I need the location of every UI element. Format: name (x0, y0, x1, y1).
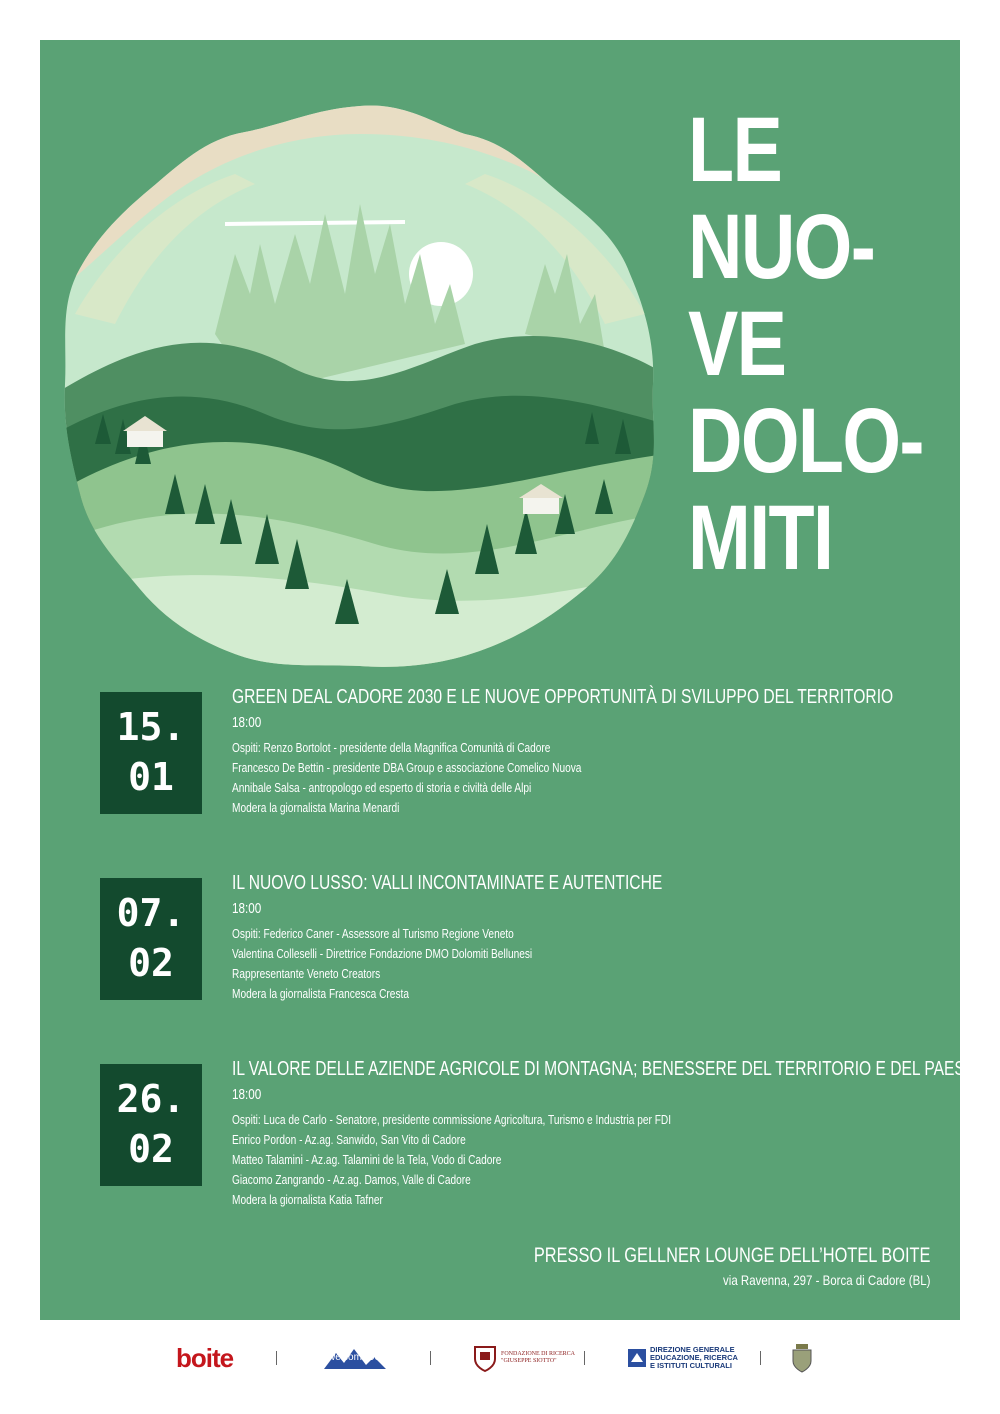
direzione-text-1: DIREZIONE GENERALE (650, 1345, 735, 1354)
event-title: GREEN DEAL CADORE 2030 E LE NUOVE OPPORTUNITÀ DI SVILUPPO DEL TERRITORIO (232, 686, 894, 708)
boite-logo (176, 1336, 233, 1380)
poster (40, 40, 976, 1320)
ministry-emblem-icon (627, 1348, 647, 1368)
event-details (232, 686, 932, 818)
direzione-generale-logo (627, 1336, 738, 1380)
event-date-box (100, 1064, 202, 1186)
event-guest-line: Ospiti: Federico Caner - Assessore al Turismo Regione Veneto (232, 926, 514, 941)
logo-separator (276, 1351, 277, 1365)
event-details (232, 872, 932, 1004)
fondazione-text-1: FONDAZIONE DI RICERCA (501, 1351, 575, 1357)
event-date-day: 07. (116, 891, 186, 935)
event-moderator-line: Modera la giornalista Francesca Cresta (232, 986, 409, 1001)
title-line-4: DOLO- (688, 390, 923, 492)
fondazione-text-2: "GIUSEPPE SIOTTO" (501, 1358, 557, 1364)
dolomites-papercut-illustration (55, 94, 665, 674)
sponsor-logos (0, 1336, 1000, 1386)
logo-separator (584, 1351, 585, 1365)
event-date-box (100, 692, 202, 814)
event-date-day: 26. (116, 1077, 186, 1121)
title-line-5: MITI (688, 487, 833, 589)
event-series-title (688, 99, 923, 589)
event-date-month: 01 (128, 755, 174, 799)
event-title: IL VALORE DELLE AZIENDE AGRICOLE DI MONTAGNA; BENESSERE DEL TERRITORIO E DEL PAESE (232, 1058, 976, 1080)
title-line-2: NUO- (688, 196, 875, 298)
venue-info (422, 1244, 930, 1288)
logo-separator (430, 1351, 431, 1365)
event-guest-line: Francesco De Bettin - presidente DBA Group e associazione Comelico Nuova (232, 760, 582, 775)
event-date-box (100, 878, 202, 1000)
venue-name: PRESSO IL GELLNER LOUNGE DELL’HOTEL BOITE (533, 1244, 930, 1267)
event-title: IL NUOVO LUSSO: VALLI INCONTAMINATE E AUTENTICHE (232, 872, 663, 894)
venue-address: via Ravenna, 297 - Borca di Cadore (BL) (722, 1272, 930, 1288)
fondazione-siotto-logo (472, 1336, 575, 1380)
boite-logo-text: boite (176, 1342, 234, 1373)
direzione-text-3: E ISTITUTI CULTURALI (650, 1361, 732, 1370)
crest-icon (472, 1343, 498, 1373)
title-line-3: VE (688, 293, 786, 395)
event-details (232, 1058, 976, 1210)
municipal-coat-of-arms-icon (790, 1343, 814, 1373)
municipality-crest-logo (790, 1336, 814, 1380)
logo-separator (760, 1351, 761, 1365)
event-guest-line: Enrico Pordon - Az.ag. Sanwido, San Vito di Cadore (232, 1132, 466, 1147)
event-guest-line: Rappresentante Veneto Creators (232, 966, 381, 981)
event-guest-line: Annibale Salsa - antropologo ed esperto di storia e civiltà delle Alpi (232, 780, 532, 795)
event-time: 18:00 (232, 1086, 262, 1103)
event-date-month: 02 (128, 1127, 174, 1171)
event-guest-line: Giacomo Zangrando - Az.ag. Damos, Valle di Cadore (232, 1172, 471, 1187)
title-line-1: LE (688, 99, 782, 201)
event-moderator-line: Modera la giornalista Katia Tafner (232, 1192, 383, 1207)
event-time: 18:00 (232, 714, 262, 731)
event-guest-line: Matteo Talamini - Az.ag. Talamini de la Tela, Vodo di Cadore (232, 1152, 502, 1167)
event-date-day: 15. (116, 705, 186, 749)
event-guest-line: Valentina Colleselli - Direttrice Fondazione DMO Dolomiti Bellunesi (232, 946, 533, 961)
welcome-logo-text: welcomeDolomiti (328, 1352, 404, 1363)
event-guest-line: Ospiti: Renzo Bortolot - presidente della Magnifica Comunità di Cadore (232, 740, 551, 755)
event-moderator-line: Modera la giornalista Marina Menardi (232, 800, 400, 815)
event-time: 18:00 (232, 900, 262, 917)
direzione-text-2: EDUCAZIONE, RICERCA (650, 1353, 738, 1362)
event-date-month: 02 (128, 941, 174, 985)
welcome-dolomiti-logo (322, 1336, 404, 1380)
event-guest-line: Ospiti: Luca de Carlo - Senatore, presidente commissione Agricoltura, Turismo e Industria per FDI (232, 1112, 672, 1127)
